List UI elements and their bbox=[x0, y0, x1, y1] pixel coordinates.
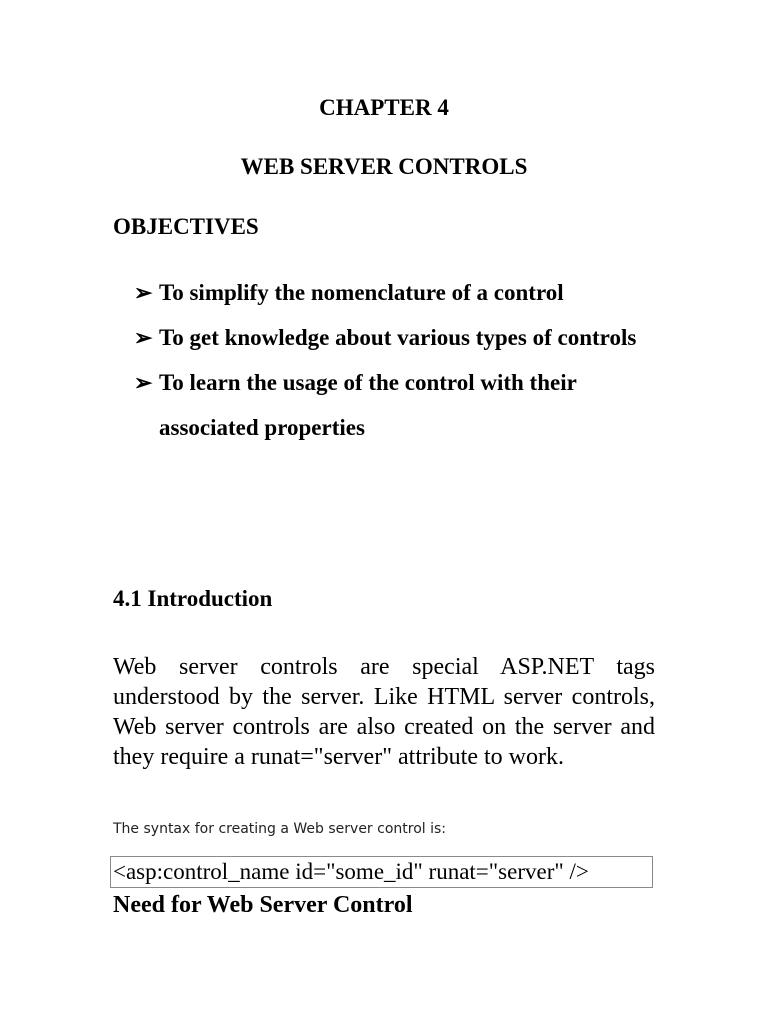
objectives-list bbox=[134, 270, 654, 450]
section-heading: 4.1 Introduction bbox=[113, 586, 273, 611]
objective-text: To learn the usage of the control with their associated properties bbox=[159, 370, 577, 440]
objectives-heading: OBJECTIVES bbox=[113, 214, 259, 239]
objective-item bbox=[134, 360, 654, 450]
chapter-number: CHAPTER 4 bbox=[319, 95, 449, 120]
arrow-bullet-icon: ➢ bbox=[134, 325, 153, 350]
code-syntax-box: <asp:control_name id="some_id" runat="server" /> bbox=[110, 856, 653, 888]
arrow-bullet-icon: ➢ bbox=[134, 280, 153, 305]
objective-text: To get knowledge about various types of controls bbox=[159, 325, 637, 350]
objective-item bbox=[134, 315, 654, 360]
chapter-title: WEB SERVER CONTROLS bbox=[240, 154, 528, 179]
objective-item bbox=[134, 270, 654, 315]
subsection-heading: Need for Web Server Control bbox=[113, 892, 413, 918]
objective-text: To simplify the nomenclature of a control bbox=[159, 280, 564, 305]
intro-paragraph: Web server controls are special ASP.NET tags understood by the server. Like HTML server controls, Web server controls are also created on the server and they require a runat="server" attribute to work. bbox=[113, 654, 655, 770]
syntax-caption: The syntax for creating a Web server control is: bbox=[113, 821, 447, 837]
arrow-bullet-icon: ➢ bbox=[134, 370, 153, 395]
